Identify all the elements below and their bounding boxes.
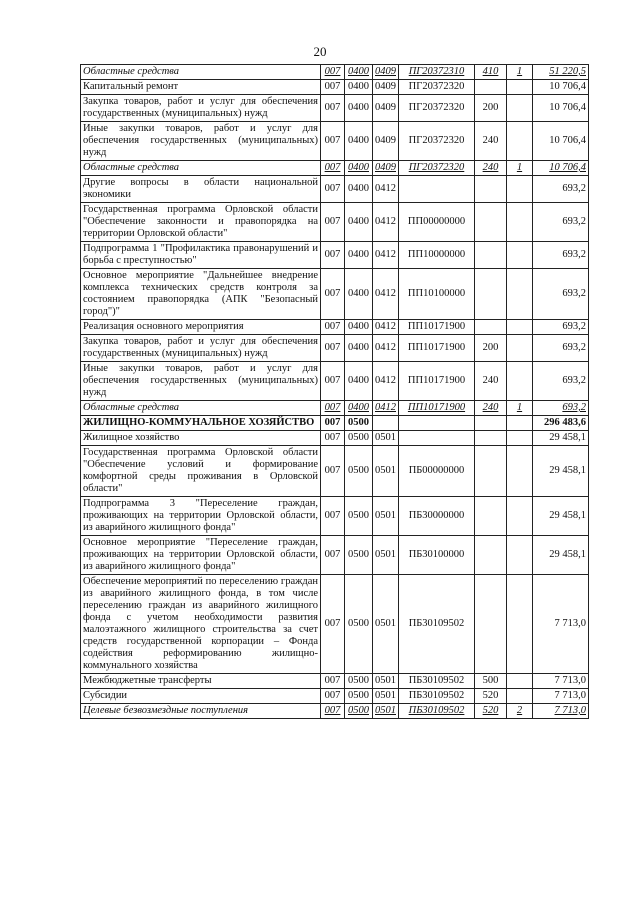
funding-source-cell <box>507 335 533 362</box>
section-code-cell: 0400 <box>345 401 373 416</box>
table-row <box>81 704 589 719</box>
table-row <box>81 416 589 431</box>
target-article-cell: ПГ20372320 <box>399 80 475 95</box>
row-name-cell: Закупка товаров, работ и услуг для обеспечения государственных (муниципальных) нужд <box>81 95 321 122</box>
table-row <box>81 161 589 176</box>
department-code-cell: 007 <box>321 161 345 176</box>
subsection-code-cell: 0409 <box>373 122 399 161</box>
amount-cell: 7 713,0 <box>533 704 589 719</box>
section-code-cell: 0500 <box>345 536 373 575</box>
table-row <box>81 95 589 122</box>
subsection-code-cell: 0409 <box>373 65 399 80</box>
target-article-cell <box>399 416 475 431</box>
section-code-cell: 0400 <box>345 95 373 122</box>
subsection-code-cell: 0501 <box>373 431 399 446</box>
row-name-cell: Обеспечение мероприятий по переселению граждан из аварийного жилищного фонда, в том числе переселению граждан из аварийного жилищного фонда с учетом необходимости развития малоэтажного жилищного строительства за счет средств государственной корпорации – Фонда содействия реформированию жилищно-коммунального хозяйства <box>81 575 321 674</box>
department-code-cell: 007 <box>321 95 345 122</box>
funding-source-cell <box>507 536 533 575</box>
section-code-cell: 0500 <box>345 674 373 689</box>
expense-type-cell <box>475 446 507 497</box>
section-code-cell: 0400 <box>345 176 373 203</box>
expense-type-cell <box>475 269 507 320</box>
target-article-cell: ПБ30109502 <box>399 689 475 704</box>
row-name-cell: Государственная программа Орловской области "Обеспечение законности и правопорядка на территории Орловской области" <box>81 203 321 242</box>
table-row <box>81 80 589 95</box>
section-code-cell: 0500 <box>345 689 373 704</box>
amount-cell: 693,2 <box>533 242 589 269</box>
amount-cell: 29 458,1 <box>533 497 589 536</box>
funding-source-cell <box>507 269 533 320</box>
row-name-cell: Закупка товаров, работ и услуг для обеспечения государственных (муниципальных) нужд <box>81 335 321 362</box>
table-row <box>81 575 589 674</box>
table-row <box>81 320 589 335</box>
row-name-cell: Реализация основного мероприятия <box>81 320 321 335</box>
target-article-cell: ПБ30100000 <box>399 536 475 575</box>
row-name-cell: Государственная программа Орловской области "Обеспечение условий и формирование комфортной среды проживания в Орловской области" <box>81 446 321 497</box>
amount-cell: 296 483,6 <box>533 416 589 431</box>
target-article-cell: ПБ30109502 <box>399 674 475 689</box>
department-code-cell: 007 <box>321 362 345 401</box>
expense-type-cell: 520 <box>475 689 507 704</box>
expense-type-cell: 240 <box>475 362 507 401</box>
row-name-cell: Другие вопросы в области национальной экономики <box>81 176 321 203</box>
section-code-cell: 0400 <box>345 80 373 95</box>
row-name-cell: Жилищное хозяйство <box>81 431 321 446</box>
subsection-code-cell: 0412 <box>373 176 399 203</box>
funding-source-cell <box>507 497 533 536</box>
subsection-code-cell: 0501 <box>373 674 399 689</box>
expense-type-cell <box>475 242 507 269</box>
page-number: 20 <box>313 44 327 59</box>
row-name-cell: Капитальный ремонт <box>81 80 321 95</box>
department-code-cell: 007 <box>321 689 345 704</box>
funding-source-cell: 1 <box>507 161 533 176</box>
funding-source-cell <box>507 446 533 497</box>
subsection-code-cell: 0501 <box>373 704 399 719</box>
amount-cell: 10 706,4 <box>533 161 589 176</box>
section-code-cell: 0500 <box>345 446 373 497</box>
funding-source-cell: 1 <box>507 65 533 80</box>
department-code-cell: 007 <box>321 320 345 335</box>
funding-source-cell <box>507 95 533 122</box>
table-row <box>81 497 589 536</box>
row-name-cell: Основное мероприятие "Дальнейшее внедрение комплекса технических средств контроля за состоянием правопорядка (АПК "Безопасный город")" <box>81 269 321 320</box>
subsection-code-cell: 0501 <box>373 446 399 497</box>
expense-type-cell: 200 <box>475 335 507 362</box>
target-article-cell: ПГ20372320 <box>399 95 475 122</box>
department-code-cell: 007 <box>321 122 345 161</box>
section-code-cell: 0400 <box>345 242 373 269</box>
budget-table <box>80 64 589 719</box>
table-row <box>81 446 589 497</box>
expense-type-cell: 240 <box>475 122 507 161</box>
target-article-cell: ПГ20372320 <box>399 122 475 161</box>
subsection-code-cell: 0412 <box>373 203 399 242</box>
table-row <box>81 176 589 203</box>
funding-source-cell <box>507 242 533 269</box>
table-row <box>81 203 589 242</box>
subsection-code-cell: 0412 <box>373 401 399 416</box>
table-row <box>81 335 589 362</box>
funding-source-cell <box>507 674 533 689</box>
amount-cell: 29 458,1 <box>533 446 589 497</box>
department-code-cell: 007 <box>321 446 345 497</box>
row-name-cell: Субсидии <box>81 689 321 704</box>
table-row <box>81 431 589 446</box>
amount-cell: 7 713,0 <box>533 689 589 704</box>
expense-type-cell <box>475 416 507 431</box>
row-name-cell: Целевые безвозмездные поступления <box>81 704 321 719</box>
amount-cell: 10 706,4 <box>533 95 589 122</box>
amount-cell: 693,2 <box>533 320 589 335</box>
department-code-cell: 007 <box>321 242 345 269</box>
row-name-cell: Подпрограмма 1 "Профилактика правонарушений и борьба с преступностью" <box>81 242 321 269</box>
funding-source-cell <box>507 431 533 446</box>
target-article-cell: ПП00000000 <box>399 203 475 242</box>
department-code-cell: 007 <box>321 575 345 674</box>
department-code-cell: 007 <box>321 704 345 719</box>
row-name-cell: Областные средства <box>81 65 321 80</box>
amount-cell: 693,2 <box>533 362 589 401</box>
expense-type-cell <box>475 497 507 536</box>
amount-cell: 693,2 <box>533 176 589 203</box>
subsection-code-cell: 0412 <box>373 335 399 362</box>
funding-source-cell: 1 <box>507 401 533 416</box>
target-article-cell: ПП10000000 <box>399 242 475 269</box>
department-code-cell: 007 <box>321 176 345 203</box>
department-code-cell: 007 <box>321 80 345 95</box>
section-code-cell: 0400 <box>345 362 373 401</box>
section-code-cell: 0500 <box>345 497 373 536</box>
row-name-cell: Областные средства <box>81 161 321 176</box>
subsection-code-cell: 0501 <box>373 497 399 536</box>
target-article-cell: ПБ30000000 <box>399 497 475 536</box>
row-name-cell: Иные закупки товаров, работ и услуг для обеспечения государственных (муниципальных) нужд <box>81 362 321 401</box>
section-code-cell: 0500 <box>345 575 373 674</box>
table-row <box>81 242 589 269</box>
funding-source-cell <box>507 80 533 95</box>
target-article-cell: ПГ20372320 <box>399 161 475 176</box>
section-code-cell: 0400 <box>345 269 373 320</box>
subsection-code-cell: 0412 <box>373 320 399 335</box>
table-row <box>81 689 589 704</box>
target-article-cell: ПП10100000 <box>399 269 475 320</box>
department-code-cell: 007 <box>321 674 345 689</box>
subsection-code-cell <box>373 416 399 431</box>
target-article-cell: ПП10171900 <box>399 335 475 362</box>
expense-type-cell: 240 <box>475 161 507 176</box>
row-name-cell: Основное мероприятие "Переселение граждан, проживающих на территории Орловской области, из аварийного жилищного фонда" <box>81 536 321 575</box>
expense-type-cell: 520 <box>475 704 507 719</box>
amount-cell: 693,2 <box>533 335 589 362</box>
subsection-code-cell: 0501 <box>373 689 399 704</box>
department-code-cell: 007 <box>321 497 345 536</box>
target-article-cell <box>399 176 475 203</box>
subsection-code-cell: 0501 <box>373 575 399 674</box>
funding-source-cell <box>507 362 533 401</box>
subsection-code-cell: 0412 <box>373 362 399 401</box>
amount-cell: 10 706,4 <box>533 80 589 95</box>
target-article-cell: ПБ30109502 <box>399 575 475 674</box>
target-article-cell: ПБ00000000 <box>399 446 475 497</box>
table-row <box>81 674 589 689</box>
department-code-cell: 007 <box>321 416 345 431</box>
department-code-cell: 007 <box>321 65 345 80</box>
target-article-cell: ПП10171900 <box>399 362 475 401</box>
section-code-cell: 0400 <box>345 320 373 335</box>
target-article-cell: ПБ30109502 <box>399 704 475 719</box>
funding-source-cell <box>507 575 533 674</box>
department-code-cell: 007 <box>321 335 345 362</box>
target-article-cell: ПП10171900 <box>399 401 475 416</box>
row-name-cell: Иные закупки товаров, работ и услуг для обеспечения государственных (муниципальных) нужд <box>81 122 321 161</box>
expense-type-cell: 240 <box>475 401 507 416</box>
subsection-code-cell: 0409 <box>373 95 399 122</box>
amount-cell: 7 713,0 <box>533 575 589 674</box>
expense-type-cell <box>475 176 507 203</box>
section-code-cell: 0400 <box>345 203 373 242</box>
table-row <box>81 362 589 401</box>
section-code-cell: 0500 <box>345 704 373 719</box>
expense-type-cell: 200 <box>475 95 507 122</box>
section-code-cell: 0500 <box>345 416 373 431</box>
section-code-cell: 0500 <box>345 431 373 446</box>
expense-type-cell <box>475 575 507 674</box>
amount-cell: 10 706,4 <box>533 122 589 161</box>
department-code-cell: 007 <box>321 431 345 446</box>
funding-source-cell <box>507 416 533 431</box>
row-name-cell: Подпрограмма 3 "Переселение граждан, проживающих на территории Орловской области, из аварийного жилищного фонда" <box>81 497 321 536</box>
funding-source-cell <box>507 122 533 161</box>
expense-type-cell <box>475 536 507 575</box>
department-code-cell: 007 <box>321 536 345 575</box>
row-name-cell: ЖИЛИЩНО-КОММУНАЛЬНОЕ ХОЗЯЙСТВО <box>81 416 321 431</box>
section-code-cell: 0400 <box>345 335 373 362</box>
subsection-code-cell: 0501 <box>373 536 399 575</box>
department-code-cell: 007 <box>321 269 345 320</box>
section-code-cell: 0400 <box>345 65 373 80</box>
amount-cell: 51 220,5 <box>533 65 589 80</box>
subsection-code-cell: 0412 <box>373 242 399 269</box>
row-name-cell: Межбюджетные трансферты <box>81 674 321 689</box>
target-article-cell: ПП10171900 <box>399 320 475 335</box>
target-article-cell <box>399 431 475 446</box>
expense-type-cell <box>475 320 507 335</box>
subsection-code-cell: 0409 <box>373 80 399 95</box>
section-code-cell: 0400 <box>345 161 373 176</box>
table-row <box>81 536 589 575</box>
table-row <box>81 122 589 161</box>
amount-cell: 7 713,0 <box>533 674 589 689</box>
subsection-code-cell: 0409 <box>373 161 399 176</box>
section-code-cell: 0400 <box>345 122 373 161</box>
funding-source-cell <box>507 203 533 242</box>
subsection-code-cell: 0412 <box>373 269 399 320</box>
funding-source-cell <box>507 176 533 203</box>
expense-type-cell <box>475 431 507 446</box>
expense-type-cell: 410 <box>475 65 507 80</box>
row-name-cell: Областные средства <box>81 401 321 416</box>
table-row <box>81 65 589 80</box>
department-code-cell: 007 <box>321 401 345 416</box>
expense-type-cell <box>475 80 507 95</box>
amount-cell: 693,2 <box>533 269 589 320</box>
funding-source-cell: 2 <box>507 704 533 719</box>
table-row <box>81 269 589 320</box>
target-article-cell: ПГ20372310 <box>399 65 475 80</box>
expense-type-cell: 500 <box>475 674 507 689</box>
department-code-cell: 007 <box>321 203 345 242</box>
amount-cell: 693,2 <box>533 401 589 416</box>
expense-type-cell <box>475 203 507 242</box>
funding-source-cell <box>507 689 533 704</box>
amount-cell: 29 458,1 <box>533 536 589 575</box>
funding-source-cell <box>507 320 533 335</box>
amount-cell: 693,2 <box>533 203 589 242</box>
amount-cell: 29 458,1 <box>533 431 589 446</box>
table-row <box>81 401 589 416</box>
